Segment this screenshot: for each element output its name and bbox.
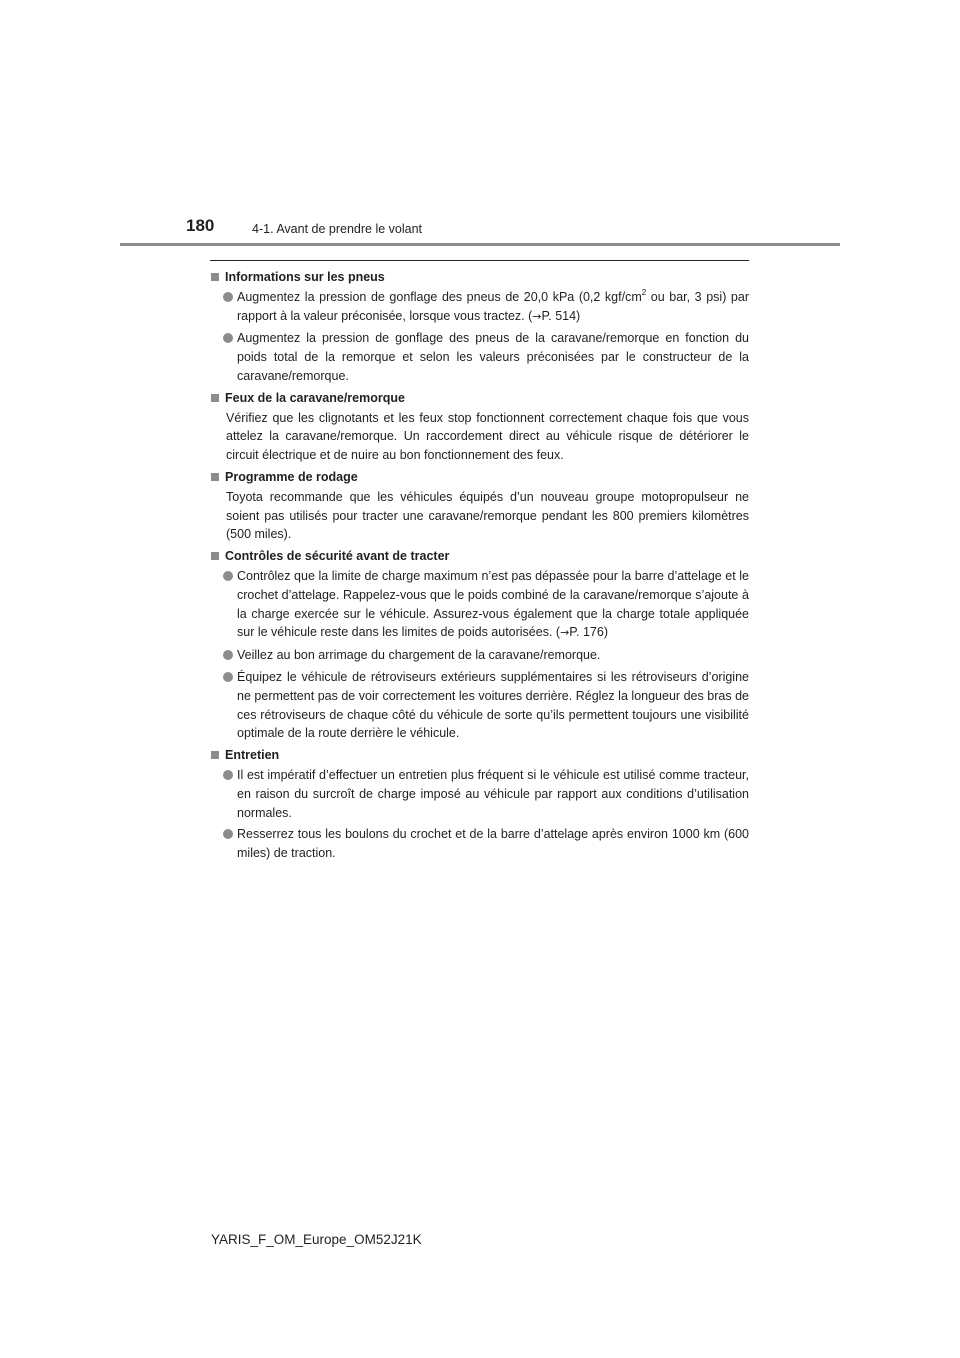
page-reference [532, 309, 580, 323]
text-run: Contrôlez que la limite de charge maximum n’est pas dépassée pour la barre d’attelage et le crochet d’attelage. Rappelez-vous que le poids combiné de la caravane/remorque s’ajoute à la charge exercée sur le véhicule. Assurez-vous également que la charge totale appliquée sur le véhicule reste dans les limites de poids autorisées. ( [237, 568, 749, 640]
circle-bullet-icon [223, 571, 233, 581]
section-title-text: Informations sur les pneus [225, 270, 385, 284]
section-title [210, 389, 749, 408]
page-number: 180 [186, 216, 215, 235]
list-item-text: Veillez au bon arrimage du chargement de la caravane/remorque. [237, 648, 601, 663]
list-item [223, 288, 749, 327]
page-reference [560, 625, 608, 639]
list-item [223, 766, 749, 822]
list-item [223, 668, 749, 743]
circle-bullet-icon [223, 292, 233, 302]
section-title [210, 268, 749, 287]
square-bullet-icon [211, 473, 219, 481]
page-reference-text: P. 514) [541, 308, 581, 323]
superscript: 2 [641, 287, 647, 297]
section-paragraph: Vérifiez que les clignotants et les feux stop fonctionnent correctement chaque fois que vous attelez la caravane/remorque. Un raccordement direct au véhicule risque de détériorer le circuit électrique et de nuire au bon fonctionnement des feux. [226, 410, 749, 463]
circle-bullet-icon [223, 650, 233, 660]
arrow-right-icon: → [560, 626, 570, 640]
list-item [223, 329, 749, 385]
section-title-text: Feux de la caravane/remorque [225, 390, 405, 405]
running-head: 4-1. Avant de prendre le volant [252, 222, 423, 236]
section-break-in [210, 468, 749, 544]
section-title [210, 547, 749, 566]
list-item [223, 567, 749, 643]
list-item [223, 646, 749, 665]
square-bullet-icon [211, 552, 219, 560]
list-item-text [237, 288, 749, 327]
section-title-text: Contrôles de sécurité avant de tracter [225, 549, 450, 564]
section-safety-checks [210, 547, 749, 743]
circle-bullet-icon [223, 770, 233, 780]
page-reference-text: P. 176) [569, 625, 608, 640]
section-title-text: Programme de rodage [225, 469, 358, 484]
footer-doc-code: YARIS_F_OM_Europe_OM52J21K [211, 1232, 422, 1247]
section-maintenance [210, 746, 749, 863]
list-item-text: Équipez le véhicule de rétroviseurs extérieurs supplémentaires si les rétroviseurs d’origine ne permettent pas de voir correctement les voitures derrière. Réglez la longueur des bras de ces rétroviseurs de chaque côté du véhicule de sorte qu’ils permettent toujours une visibilité optimale de la route derrière le véhicule. [237, 669, 749, 741]
section-title [210, 746, 749, 765]
list-item-text [237, 567, 749, 643]
list-item-text: Augmentez la pression de gonflage des pneus de la caravane/remorque en fonction du poids total de la remorque et selon les valeurs préconisées par le constructeur de la caravane/remorque. [237, 331, 749, 383]
text-run: ou bar, 3 psi) par rapport à la valeur préconisée, lorsque vous tractez. ( [237, 289, 749, 323]
top-rule [210, 260, 749, 261]
section-title-text: Entretien [225, 748, 280, 763]
circle-bullet-icon [223, 333, 233, 343]
section-trailer-lights [210, 389, 749, 465]
section-tire-info [210, 268, 749, 386]
text-run: Augmentez la pression de gonflage des pneus de 20,0 kPa (0,2 kgf/cm [237, 289, 642, 304]
circle-bullet-icon [223, 672, 233, 682]
list-item [223, 825, 749, 863]
section-paragraph: Toyota recommande que les véhicules équipés d’un nouveau groupe motopropulseur ne soient pas utilisés pour tracter une caravane/remorque pendant les 800 premiers kilomètres (500 miles). [226, 489, 749, 542]
list-item-text: Il est impératif d’effectuer un entretien plus fréquent si le véhicule est utilisé comme tracteur, en raison du surcroît de charge imposé au véhicule par rapport aux conditions d’utilisation normales. [237, 767, 749, 820]
section-title [210, 468, 749, 487]
content-body [210, 268, 749, 866]
header-rule [120, 243, 840, 246]
square-bullet-icon [211, 273, 219, 281]
list-item-text: Resserrez tous les boulons du crochet et de la barre d’attelage après environ 1000 km (600 miles) de traction. [237, 827, 749, 861]
circle-bullet-icon [223, 829, 233, 839]
square-bullet-icon [211, 751, 219, 759]
square-bullet-icon [211, 394, 219, 402]
arrow-right-icon: → [532, 309, 542, 323]
